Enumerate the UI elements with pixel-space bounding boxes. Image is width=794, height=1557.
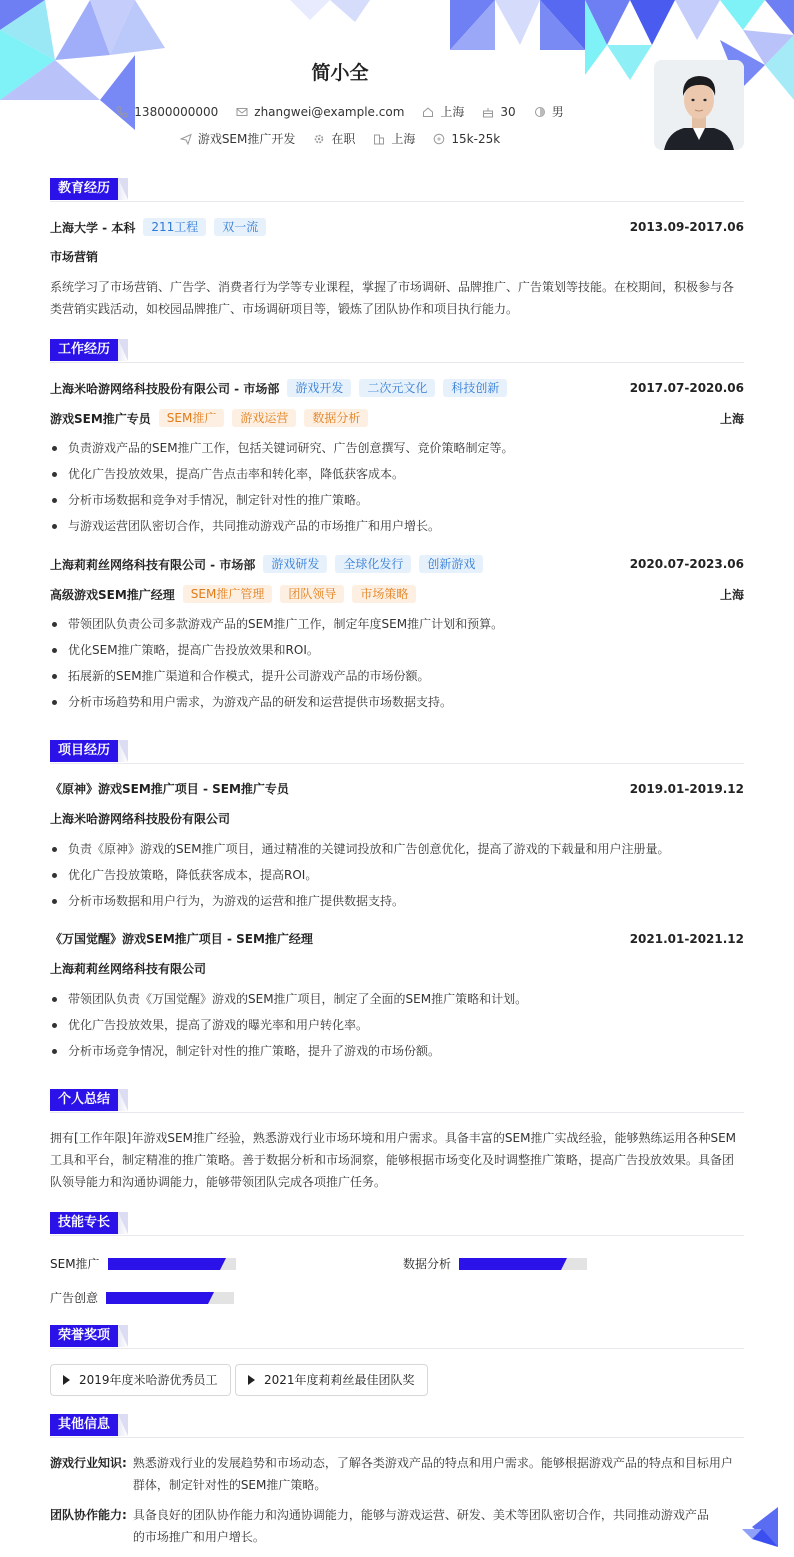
project-title: 《原神》游戏SEM推广项目 - SEM推广专员 [50,782,289,796]
award-item [50,1364,231,1396]
other-text: 具备良好的团队协作能力和沟通协调能力，能够与游戏运营、研发、美术等团队密切合作，共同推动游戏产品的市场推广和用户增长。 [132,1508,709,1544]
status-text: 在职 [331,132,356,146]
mail-icon [236,106,248,118]
other-label: 游戏行业知识: [50,1456,127,1470]
project-title: 《万国觉醒》游戏SEM推广项目 - SEM推广经理 [50,932,313,946]
list-item: 优化广告投放效果，提高了游戏的曝光率和用户转化率。 [50,1012,744,1038]
project-header [50,780,744,797]
project-period: 2021.01-2021.12 [629,931,744,946]
list-item: 分析市场竞争情况，制定针对性的推广策略，提升了游戏的市场份额。 [50,1038,744,1064]
email-item [236,105,404,119]
corner-decoration [742,1507,778,1547]
list-item: 分析市场数据和用户行为，为游戏的运营和推广提供数据支持。 [50,888,744,914]
company-name: 上海米哈游网络科技股份有限公司 - 市场部 [50,381,280,396]
skill-name: 广告创意 [50,1291,99,1305]
skill-tag: 团队领导 [280,585,344,603]
school-tag: 双一流 [214,218,266,236]
education-period: 2013.09-2017.06 [629,220,744,234]
list-item: 与游戏运营团队密切合作，共同推动游戏产品的市场推广和用户增长。 [50,513,744,539]
cake-icon [482,106,494,118]
skill-bar [106,1292,234,1304]
skill-bar-fill [106,1292,208,1304]
skill-bar [108,1258,236,1270]
list-item: 分析市场数据和竞争对手情况，制定针对性的推广策略。 [50,487,744,513]
company-tag: 二次元文化 [359,379,435,397]
section-skills [50,1212,744,1236]
work-bullets [50,611,744,715]
school-tag: 211工程 [143,218,206,236]
phone-icon [116,106,128,118]
company-tag: 游戏开发 [287,379,351,397]
location-text: 上海 [440,105,465,119]
skill-tag: 市场策略 [352,585,416,603]
other-item [50,1452,744,1496]
job-role: 游戏SEM推广专员 [50,411,151,426]
section-title: 教育经历 [50,178,118,200]
section-title: 项目经历 [50,740,118,762]
home-icon [422,106,434,118]
major: 市场营销 [50,250,99,264]
coin-icon [433,133,445,145]
work-role-row [50,585,744,603]
education-header [50,218,744,236]
salary-item [433,132,500,146]
avatar [654,60,744,150]
section-title: 技能专长 [50,1212,118,1234]
skill-name: 数据分析 [403,1257,452,1271]
skill-bar [459,1258,587,1270]
company-tag: 科技创新 [443,379,507,397]
phone-text: 13800000000 [134,104,219,119]
education-description: 系统学习了市场营销、广告学、消费者行为学等专业课程，掌握了市场调研、品牌推广、广告策划等技能。在校期间，积极参与各类营销实践活动，如校园品牌推广、市场调研项目等，锻炼了团队协作和项目执行能力。 [50,280,735,316]
project-company: 上海米哈游网络科技股份有限公司 [50,812,231,826]
gender-text: 男 [551,105,564,119]
company-tag: 创新游戏 [419,555,483,573]
award-item [235,1364,428,1396]
list-item: 带领团队负责公司多款游戏产品的SEM推广工作，制定年度SEM推广计划和预算。 [50,611,744,637]
work-role-row [50,409,744,427]
job-target-text: 游戏SEM推广开发 [197,132,296,146]
section-awards [50,1325,744,1349]
other-label: 团队协作能力: [50,1508,127,1522]
school-name: 上海大学 - 本科 [50,220,136,235]
skill-item [403,1255,587,1272]
play-icon [248,1375,255,1385]
project-bullets [50,986,744,1064]
list-item: 优化SEM推广策略，提高广告投放效果和ROI。 [50,637,744,663]
job-target-item [180,130,296,147]
send-icon [180,133,192,145]
list-item: 拓展新的SEM推广渠道和合作模式，提升公司游戏产品的市场份额。 [50,663,744,689]
skill-bar-fill [108,1258,221,1270]
location-item [422,103,464,120]
work-header [50,555,744,573]
other-text: 熟悉游戏行业的发展趋势和市场动态，了解各类游戏产品的特点和用户需求。能够根据游戏产品的特点和目标用户群体，制定针对性的SEM推广策略。 [132,1456,733,1492]
section-title: 个人总结 [50,1089,118,1111]
company-tag: 游戏研发 [263,555,327,573]
skill-bar-fill [459,1258,561,1270]
section-title: 荣誉奖项 [50,1325,118,1347]
section-title: 其他信息 [50,1414,118,1436]
list-item: 负责《原神》游戏的SEM推广项目，通过精准的关键词投放和广告创意优化，提高了游戏的下载量和用户注册量。 [50,836,744,862]
section-summary [50,1089,744,1113]
work-header [50,379,744,397]
list-item: 优化广告投放效果，提高广告点击率和转化率，降低获客成本。 [50,461,744,487]
skill-item [50,1255,236,1272]
project-header [50,930,744,947]
work-city: 上海 [719,411,744,426]
job-intent-row [0,130,680,147]
skill-tag: 游戏运营 [232,409,296,427]
email-text: zhangwei@example.com [254,104,405,119]
section-education [50,178,744,202]
project-company-row [50,960,744,977]
work-city: 上海 [719,587,744,602]
education-major-row [50,248,744,265]
summary-text: 拥有[工作年限]年游戏SEM推广经验，熟悉游戏行业市场环境和用户需求。具备丰富的SEM推广实战经验，能够熟练运用各种SEM工具和平台，制定精准的推广策略。善于数据分析和市场洞察，能够根据市场变化及时调整推广策略，提高广告投放效果。具备团队领导能力和沟通协调能力，能够带领团队完成各项推广任务。 [50,1131,737,1189]
gear-icon [313,133,325,145]
project-period: 2019.01-2019.12 [629,781,744,796]
status-item [313,130,355,147]
section-work [50,339,744,363]
gender-item [534,103,564,120]
section-projects [50,740,744,764]
other-item [50,1504,744,1548]
skill-item [50,1289,234,1306]
play-icon [63,1375,70,1385]
phone-item [116,105,218,119]
award-text: 2019年度米哈游优秀员工 [79,1373,218,1387]
work-period: 2020.07-2023.06 [629,557,744,571]
city-item [373,130,415,147]
avatar-portrait [654,60,744,150]
skill-name: SEM推广 [50,1257,100,1271]
company-name: 上海莉莉丝网络科技有限公司 - 市场部 [50,557,256,572]
section-title: 工作经历 [50,339,118,361]
list-item: 带领团队负责《万国觉醒》游戏的SEM推广项目，制定了全面的SEM推广策略和计划。 [50,986,744,1012]
city-text: 上海 [391,132,416,146]
contact-row [0,103,680,120]
skill-tag: SEM推广管理 [183,585,273,603]
project-bullets [50,836,744,914]
skill-tag: SEM推广 [159,409,225,427]
gender-icon [534,106,546,118]
candidate-name: 简小全 [311,62,369,84]
building-icon [373,133,385,145]
list-item: 优化广告投放策略，降低获客成本，提高ROI。 [50,862,744,888]
age-text: 30 [500,104,516,119]
job-role: 高级游戏SEM推广经理 [50,587,175,602]
age-item [482,105,515,119]
project-company-row [50,810,744,827]
skill-tag: 数据分析 [304,409,368,427]
award-text: 2021年度莉莉丝最佳团队奖 [264,1373,415,1387]
salary-text: 15k-25k [451,131,501,146]
section-other [50,1414,744,1438]
work-period: 2017.07-2020.06 [629,381,744,395]
company-tag: 全球化发行 [335,555,411,573]
list-item: 负责游戏产品的SEM推广工作，包括关键词研究、广告创意撰写、竞价策略制定等。 [50,435,744,461]
work-bullets [50,435,744,539]
list-item: 分析市场趋势和用户需求，为游戏产品的研发和运营提供市场数据支持。 [50,689,744,715]
project-company: 上海莉莉丝网络科技有限公司 [50,962,207,976]
